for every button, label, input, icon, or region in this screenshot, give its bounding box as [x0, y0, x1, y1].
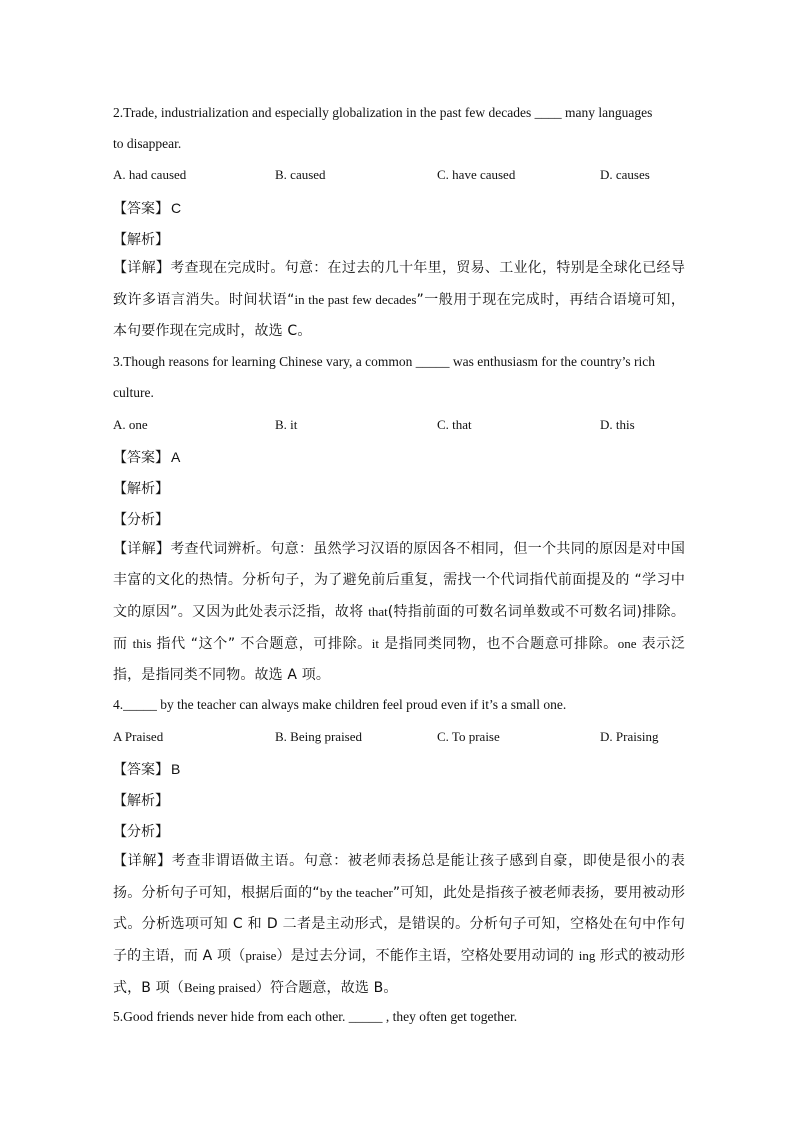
detail-english: praise	[245, 948, 277, 963]
analysis-tag: 【解析】	[113, 232, 169, 248]
answer-value: A	[171, 449, 181, 465]
detail-english: Being praised	[183, 980, 256, 995]
detail-tag: 【详解】	[113, 541, 171, 557]
detail-text: ）符合题意，故选 B。	[255, 980, 398, 996]
detail-text: ”一般用于现在完成时，再结合语境可知，本句要作现在完成时，故选 C。	[113, 292, 686, 339]
option-c: C. have caused	[437, 167, 516, 182]
option-b: B. it	[275, 417, 298, 432]
detail-tag: 【详解】	[113, 853, 172, 869]
fenxi-tag: 【分析】	[113, 512, 169, 528]
detail-english: by the teacher	[319, 885, 393, 900]
question-5-line-1: 5.Good friends never hide from each other. _____ , they often get together.	[113, 1009, 518, 1024]
detail-english: in the past few decades	[294, 292, 417, 307]
option-b: B. Being praised	[275, 729, 363, 744]
option-d: D. causes	[600, 167, 650, 182]
detail-text: 考查非谓语做主语。句意：被老师表扬总是能让孩子感到自豪，即使是很小的表扬。分析句子可知，根据后面的“	[113, 853, 686, 901]
option-c: C. that	[437, 417, 472, 432]
detail-english: this	[132, 636, 152, 651]
detail-text: 是指同类同物，也不合题意可排除。	[379, 636, 618, 652]
question-2-line-1: 2.Trade, industrialization and especially globalization in the past few decades ____ many languages	[113, 105, 653, 120]
detail-english: it	[371, 636, 380, 651]
answer-line	[113, 759, 180, 779]
question-3-line-2: culture.	[113, 385, 154, 400]
analysis-tag: 【解析】	[113, 793, 169, 809]
fenxi-tag: 【分析】	[113, 824, 169, 840]
answer-tag: 【答案】	[113, 201, 169, 217]
analysis-tag: 【解析】	[113, 481, 169, 497]
detail-text: (特指前面的可数名词单数或不可数名词)排除。而	[113, 604, 685, 652]
detail-text: ）是过去分词，不能作主语，空格处要用动词的	[276, 948, 579, 964]
answer-line	[113, 198, 181, 218]
detail-text: 形式的被动形式，B 项（	[113, 948, 686, 996]
answer-line	[113, 447, 180, 467]
detail-paragraph	[113, 253, 685, 347]
question-2-options	[113, 167, 693, 183]
question-3-options	[113, 417, 693, 433]
option-d: D. Praising	[600, 729, 659, 744]
option-a: A. one	[113, 417, 148, 432]
option-b: B. caused	[275, 167, 326, 182]
detail-english: ing	[578, 948, 596, 963]
option-d: D. this	[600, 417, 635, 432]
question-2-line-2: to disappear.	[113, 136, 182, 151]
detail-text: ”可知，此处是指孩子被老师表扬，要用被动形式。分析选项可知 C 和 D 二者是主动形式，是错误的。分析句子可知，空格处在句中作句子的主语，而 A 项（	[113, 885, 686, 964]
detail-text: 考查代词辨析。句意：虽然学习汉语的原因各不相同，但一个共同的原因是对中国丰富的文化的热情。分析句子，为了避免前后重复，需找一个代词指代前面提及的 “学习中文的原因”。又因为此处表示泛指，故将	[113, 541, 685, 620]
question-4-line-1: 4._____ by the teacher can always make children feel proud even if it’s a small one.	[113, 697, 567, 712]
answer-value: B	[171, 761, 181, 777]
detail-paragraph	[113, 846, 685, 1004]
answer-tag: 【答案】	[113, 762, 169, 778]
detail-english: that	[368, 604, 388, 619]
detail-text: 表示泛指，是指同类不同物。故选 A 项。	[113, 636, 685, 683]
answer-value: C	[171, 200, 182, 216]
detail-text: 指代 “这个” 不合题意，可排除。	[151, 636, 372, 652]
question-4-options	[113, 729, 693, 745]
question-3-line-1: 3.Though reasons for learning Chinese vary, a common _____ was enthusiasm for the country’s rich	[113, 354, 655, 369]
option-c: C. To praise	[437, 729, 500, 744]
detail-text: 考查现在完成时。句意：在过去的几十年里，贸易、工业化，特别是全球化已经导致许多语言消失。时间状语“	[113, 260, 685, 308]
detail-english: one	[617, 636, 637, 651]
detail-tag: 【详解】	[113, 260, 171, 276]
answer-tag: 【答案】	[113, 450, 169, 466]
option-a: A Praised	[113, 729, 164, 744]
detail-paragraph	[113, 534, 685, 691]
option-a: A. had caused	[113, 167, 187, 182]
